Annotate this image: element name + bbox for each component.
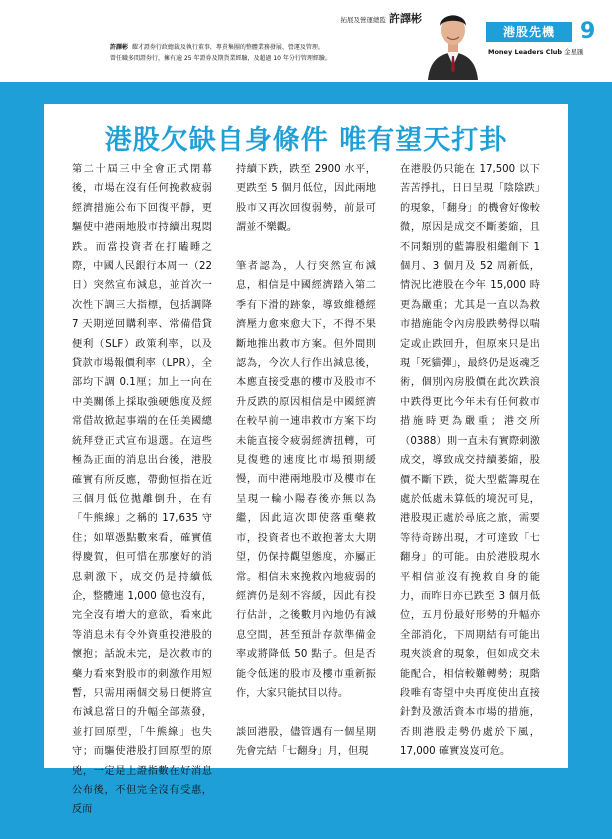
paragraph: 第二十屆三中全會正式閉幕後，市場在沒有任何挽救疲弱經濟措施公布下回復平靜，更驅使中港兩地股市持續出現悶跌。而當投資者在打瞌睡之際，中國人民銀行本周一（22 日）突然宣布減息，並首次一次性下調三大指標，包括調降 7 天期逆回購利率、常備借貸便利（SLF）政策利率，以及貸款市場報價利率（LPR），全部均下調 0.1厘；加上一向在中美關係上採取強硬態度及經常借故掀起事端的在任美國總統拜登正式宣布退選。在這些極為正面的消息出台後，港股確實有所反應，帶動恒指在近三個月低位拋離倒升，在有「牛熊線」之稱的 17,635 守住；如單憑點數來看，確實值得慶賀，但可惜在那麼好的消息刺激下，成交仍是持續低企，整體連 1,000 億也沒有，完全沒有增大的意欲，看來此等消息未有令外資重投港股的懷抱；話說未完，是次救市的藥力看來對股市的刺激作用短暫，只需用兩個交易日便將宣布減息當日的升幅全部蒸發，並打回原型，「牛熊線」也失守；而驅使港股打回原型的原兇，一定是上證指數在好消息公布後，不但完全沒有受惠，反而 xyxy=(72,164,212,816)
bio-name: 許譯彬 xyxy=(110,44,129,51)
page-header xyxy=(0,0,612,82)
author-title: 拓展及營運總監 xyxy=(340,16,386,24)
article-column-1 xyxy=(72,160,212,839)
club-name-cn: 金星匯 xyxy=(564,48,584,56)
article-card xyxy=(44,104,568,816)
bio-line-2: 曾任職多間證券行，擁有逾 25 年證券及期貨業經驗，及超過 10 年分行管理經驗。 xyxy=(110,55,331,62)
author-line xyxy=(341,10,423,26)
club-name-en: Money Leaders Club xyxy=(488,48,563,56)
club-label xyxy=(488,47,584,56)
paragraph: 持續下跌，跌至 2900 水平，更跌至 5 個月低位，因此兩地股市又再次回復弱勢，前景可謂並不樂觀。 xyxy=(236,164,376,234)
bio-line-1: 耀才證券行政總裁及執行董事，專責集團的整體業務發展、營運及管理。 xyxy=(131,44,324,51)
paragraph: 在港股仍只能在 17,500 以下苦苦掙扎，日日呈現「陰陰跌」的現象，「翻身」的機會好像較微，原因是成交不斷萎縮，且不同類別的藍籌股相繼創下 1 個月、3 個月及 52 周新低，情況比港股在今年 15,000 時更為嚴重；尤其是一直以為救市措施能令內房股跌勢得以喘定或止跌回升，但原來只是出現「死貓彈」，最終仍是返魂乏術，個別內房股價在此次跌浪中跌得更比今年未有任何救市措施時更為嚴重；港交所（0388）則一直未有實際刺激成交，導致成交持續萎縮，股價不斷下跌，從大型藍籌現在處於低處未算低的境況可見，港股現正處於尋底之旅，需要等待奇跡出現，才可達致「七翻身」的可能。由於港股現水平相信並沒有挽救自身的能力，而昨日亦已跌至 3 個月低位，五月份最好形勢的升幅亦全部消化，下周期結有可能出現夾淡倉的現象，但如成交未能配合，相信較難轉勢；現階段唯有寄望中央再度使出直接針對及激活資本市場的措施，否則港股走勢仍處於下風，17,000 確實岌岌可危。 xyxy=(400,164,540,758)
article-column-2 xyxy=(236,160,376,781)
page-number: 9 xyxy=(580,19,596,44)
paragraph: 談回港股，儘管遇有一個星期先會完結「七翻身」月，但現 xyxy=(236,726,376,758)
header-divider xyxy=(0,82,612,84)
article-column-3 xyxy=(400,160,540,781)
author-photo xyxy=(424,4,482,80)
author-name: 許譯彬 xyxy=(389,12,422,25)
section-tab: 港股先機 xyxy=(486,22,572,42)
article-headline: 港股欠缺自身條件 唯有望天打卦 xyxy=(104,125,508,156)
author-bio xyxy=(110,42,440,64)
paragraph: 筆者認為，人行突然宣布減息，相信是中國經濟踏入第二季有下滑的跡象，導致維穩經濟壓力愈來愈大下，不得不果斷地推出救市方案。但外間則認為，今次人行作出減息後，本應直接受惠的樓市及股市不升反跌的原因相信是中國經濟在較早前一連串救市方案下均未能直接令疲弱經濟扭轉，可見復甦的速度比市場預期緩慢，而中港兩地股市及樓市在呈現一輪小陽春後亦無以為繼，因此這次即使落重藥救市，投資者也不敢抱著太大期望，仍保持觀望態度，亦屬正常。相信未來挽救內地疲弱的經濟仍是刻不容緩，因此有投行估計，之後數月內地仍有減息空間，甚至預計存款準備金率或將降低 50 點子。但是否能令低迷的股市及樓市重新振作，大家只能拭目以待。 xyxy=(236,261,376,699)
